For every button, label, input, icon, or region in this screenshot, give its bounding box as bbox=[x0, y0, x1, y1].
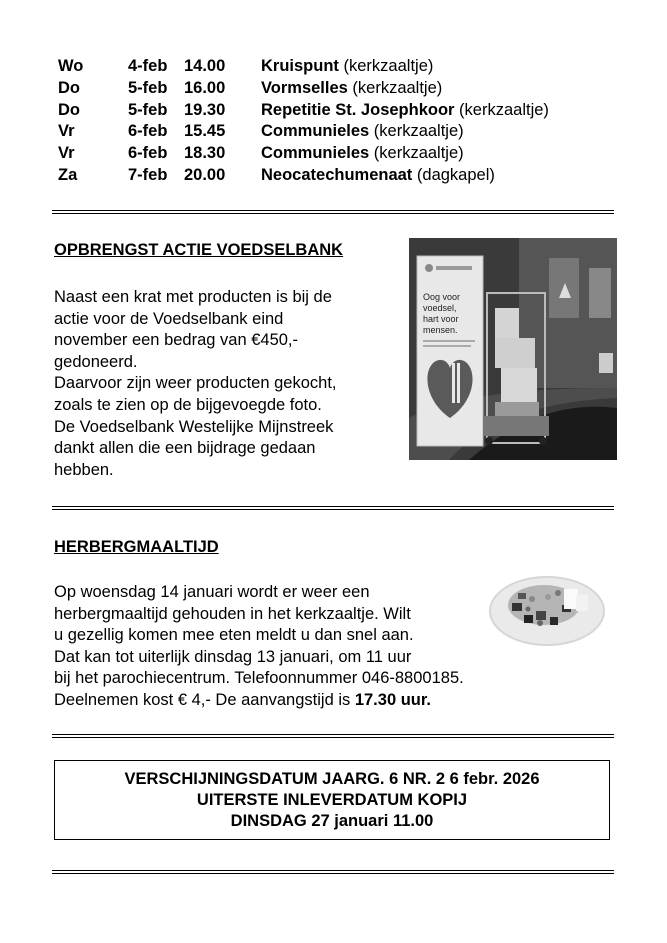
banner-line: mensen. bbox=[423, 325, 458, 335]
banner-line: Oog voor bbox=[423, 292, 461, 302]
text-line: Dat kan tot uiterlijk dinsdag 13 januari, om 11 uur bbox=[54, 647, 412, 666]
meal-plate-image bbox=[488, 575, 606, 647]
event-location: (kerkzaaltje) bbox=[369, 122, 464, 141]
text-line: actie voor de Voedselbank eind bbox=[54, 309, 284, 328]
text-line: Naast een krat met producten is bij de bbox=[54, 288, 332, 306]
event-name: Neocatechumenaat bbox=[261, 165, 413, 184]
event-location: (dagkapel) bbox=[412, 165, 495, 184]
text-line: u gezellig komen mee eten meldt u dan snel aan. bbox=[54, 626, 414, 645]
voedselbank-photo bbox=[409, 238, 617, 460]
section-divider bbox=[52, 870, 614, 874]
schedule-event bbox=[261, 143, 464, 165]
voedselbank-heading: OPBRENGST ACTIE VOEDSELBANK bbox=[54, 241, 344, 259]
notice-line: UITERSTE INLEVERDATUM KOPIJ bbox=[196, 791, 468, 809]
event-name: Communieles bbox=[261, 144, 370, 163]
event-location: (kerkzaaltje) bbox=[369, 144, 464, 163]
event-name: Communieles bbox=[261, 122, 370, 141]
text-line-prefix: Deelnemen kost € 4,- De aanvangstijd is bbox=[54, 690, 355, 709]
schedule-time: 18.30 bbox=[184, 144, 226, 163]
schedule-time: 16.00 bbox=[184, 78, 226, 97]
schedule-event bbox=[261, 100, 549, 122]
schedule-time: 19.30 bbox=[184, 100, 226, 119]
schedule-day: Za bbox=[58, 165, 78, 184]
text-line: dankt allen die een bijdrage gedaan bbox=[54, 439, 316, 458]
voedselbank-text bbox=[54, 287, 336, 481]
schedule-date: 6-feb bbox=[128, 122, 168, 141]
event-name: Kruispunt bbox=[261, 57, 339, 75]
event-name: Repetitie St. Josephkoor bbox=[261, 100, 455, 119]
schedule-day: Wo bbox=[58, 57, 84, 75]
schedule-date: 5-feb bbox=[128, 78, 168, 97]
text-line: De Voedselbank Westelijke Mijnstreek bbox=[54, 417, 334, 436]
text-line: hebben. bbox=[54, 460, 114, 479]
text-line: Op woensdag 14 januari wordt er weer een bbox=[54, 583, 370, 601]
herberg-heading: HERBERGMAALTIJD bbox=[54, 538, 219, 556]
text-line: herbergmaaltijd gehouden in het kerkzaaltje. Wilt bbox=[54, 604, 411, 623]
event-name: Vormselles bbox=[261, 78, 348, 97]
schedule-time: 15.45 bbox=[184, 122, 226, 141]
schedule-date: 4-feb bbox=[128, 57, 168, 75]
schedule-event bbox=[261, 165, 495, 187]
text-line bbox=[54, 690, 464, 712]
schedule-time: 20.00 bbox=[184, 165, 226, 184]
schedule-day: Do bbox=[58, 100, 80, 119]
herberg-text bbox=[54, 582, 464, 712]
event-location: (kerkzaaltje) bbox=[338, 57, 434, 75]
schedule-event bbox=[261, 56, 433, 78]
banner-line: hart voor bbox=[423, 314, 459, 324]
section-divider bbox=[52, 506, 614, 510]
section-divider bbox=[52, 734, 614, 738]
start-time: 17.30 uur. bbox=[354, 690, 431, 709]
section-divider bbox=[52, 210, 614, 214]
schedule-event bbox=[261, 78, 442, 100]
schedule-date: 6-feb bbox=[128, 144, 168, 163]
schedule-day: Vr bbox=[58, 122, 75, 141]
text-line: Daarvoor zijn weer producten gekocht, bbox=[54, 374, 337, 393]
publication-notice-box bbox=[54, 760, 610, 840]
event-location: (kerkzaaltje) bbox=[454, 100, 549, 119]
banner-line: voedsel, bbox=[423, 303, 457, 313]
schedule-day: Vr bbox=[58, 144, 75, 163]
notice-line: DINSDAG 27 januari 11.00 bbox=[230, 812, 434, 830]
text-line: bij het parochiecentrum. Telefoonnummer 046-8800185. bbox=[54, 669, 464, 688]
schedule-time: 14.00 bbox=[184, 57, 226, 75]
schedule-day: Do bbox=[58, 78, 80, 97]
schedule-date: 7-feb bbox=[128, 165, 168, 184]
text-line: zoals te zien op de bijgevoegde foto. bbox=[54, 395, 322, 414]
text-line: gedoneerd. bbox=[54, 352, 138, 371]
event-location: (kerkzaaltje) bbox=[347, 78, 443, 97]
schedule-date: 5-feb bbox=[128, 100, 168, 119]
notice-line: VERSCHIJNINGSDATUM JAARG. 6 NR. 2 6 febr. 2026 bbox=[124, 770, 540, 788]
text-line: november een bedrag van €450,- bbox=[54, 331, 299, 350]
schedule-event bbox=[261, 121, 464, 143]
